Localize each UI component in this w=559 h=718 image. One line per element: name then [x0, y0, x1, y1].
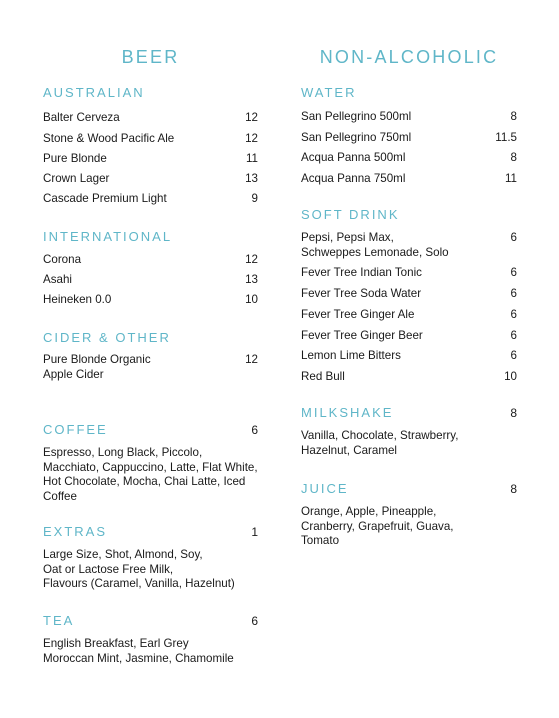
menu-item — [43, 111, 258, 126]
coffee-price: 6 — [251, 423, 258, 437]
menu-item — [301, 266, 517, 281]
menu-item — [301, 329, 517, 344]
item-name: Lemon Lime Bitters — [301, 349, 401, 362]
item-name: Cascade Premium Light — [43, 192, 167, 205]
item-name: Fever Tree Indian Tonic — [301, 266, 422, 279]
tea-heading: TEA — [43, 613, 75, 628]
item-name: San Pellegrino 750ml — [301, 131, 412, 144]
menu-item — [301, 308, 517, 323]
item-price: 13 — [245, 273, 258, 286]
item-price: 11 — [504, 172, 517, 185]
item-price: 11.5 — [495, 131, 517, 144]
juice-header — [301, 481, 517, 497]
milkshake-heading: MILKSHAKE — [301, 405, 394, 420]
juice-description: Orange, Apple, Pineapple, Cranberry, Grapefruit, Guava, Tomato — [301, 505, 454, 547]
extras-header — [43, 524, 258, 540]
item-price: 6 — [510, 231, 517, 244]
menu-item — [43, 152, 258, 167]
item-price: 11 — [245, 152, 258, 165]
item-price: 12 — [245, 132, 258, 145]
item-price: 6 — [510, 349, 517, 362]
item-name: Corona — [43, 253, 82, 266]
non-alcoholic-title: NON-ALCOHOLIC — [319, 47, 499, 67]
item-price: 6 — [510, 329, 517, 342]
item-price: 6 — [510, 266, 517, 279]
menu-item — [43, 172, 258, 187]
menu-item — [43, 273, 258, 288]
menu-item — [301, 231, 517, 260]
item-name: Stone & Wood Pacific Ale — [43, 132, 175, 145]
menu-item — [43, 253, 258, 268]
item-name: Acqua Panna 500ml — [301, 151, 406, 164]
coffee-header — [43, 422, 258, 438]
item-price: 8 — [510, 110, 517, 123]
item-price: 12 — [245, 111, 258, 124]
menu-item — [301, 287, 517, 302]
menu-item — [43, 353, 258, 382]
item-price: 8 — [510, 151, 517, 164]
menu-item — [43, 132, 258, 147]
item-price: 13 — [245, 172, 258, 185]
menu-item — [301, 349, 517, 364]
milkshake-price: 8 — [510, 406, 517, 420]
coffee-description: Espresso, Long Black, Piccolo, Macchiato, Cappuccino, Latte, Flat White, Hot Chocolate, Mocha, Chai Latte, Iced Coffee — [43, 446, 258, 503]
menu-item — [43, 293, 258, 308]
menu-item — [301, 110, 517, 125]
item-price: 6 — [510, 287, 517, 300]
menu-item — [301, 370, 517, 385]
item-price: 6 — [510, 308, 517, 321]
item-name: Fever Tree Ginger Beer — [301, 329, 423, 342]
item-price: 12 — [245, 253, 258, 266]
extras-price: 1 — [251, 525, 258, 539]
item-name: San Pellegrino 500ml — [301, 110, 412, 123]
item-name: Balter Cerveza — [43, 111, 120, 124]
cider-heading: CIDER & OTHER — [43, 330, 171, 345]
tea-description: English Breakfast, Earl Grey Moroccan Mint, Jasmine, Chamomile — [43, 637, 234, 665]
tea-price: 6 — [251, 614, 258, 628]
menu-item — [301, 172, 517, 187]
item-price: 10 — [245, 293, 258, 306]
australian-heading: AUSTRALIAN — [43, 85, 145, 100]
soft-drink-heading: SOFT DRINK — [301, 207, 400, 222]
milkshake-header — [301, 405, 517, 421]
tea-header — [43, 613, 258, 629]
item-name: Red Bull — [301, 370, 345, 383]
coffee-heading: COFFEE — [43, 422, 108, 437]
extras-description: Large Size, Shot, Almond, Soy, Oat or Lactose Free Milk, Flavours (Caramel, Vanilla, Hazelnut) — [43, 548, 235, 590]
water-heading: WATER — [301, 85, 357, 100]
item-name: Acqua Panna 750ml — [301, 172, 406, 185]
item-name: Fever Tree Ginger Ale — [301, 308, 415, 321]
item-price: 10 — [504, 370, 517, 383]
item-name: Pepsi, Pepsi Max, Schweppes Lemonade, Solo — [301, 231, 449, 259]
item-name: Asahi — [43, 273, 73, 286]
international-heading: INTERNATIONAL — [43, 229, 173, 244]
menu-item — [43, 192, 258, 207]
juice-heading: JUICE — [301, 481, 349, 496]
item-name: Pure Blonde Organic Apple Cider — [43, 353, 151, 381]
item-price: 12 — [245, 353, 258, 366]
item-name: Pure Blonde — [43, 152, 107, 165]
beer-title: BEER — [121, 47, 180, 67]
item-name: Crown Lager — [43, 172, 110, 185]
menu-item — [301, 151, 517, 166]
juice-price: 8 — [510, 482, 517, 496]
item-price: 9 — [251, 192, 258, 205]
menu-item — [301, 131, 517, 146]
extras-heading: EXTRAS — [43, 524, 108, 539]
item-name: Fever Tree Soda Water — [301, 287, 422, 300]
item-name: Heineken 0.0 — [43, 293, 112, 306]
milkshake-description: Vanilla, Chocolate, Strawberry, Hazelnut, Caramel — [301, 429, 459, 457]
